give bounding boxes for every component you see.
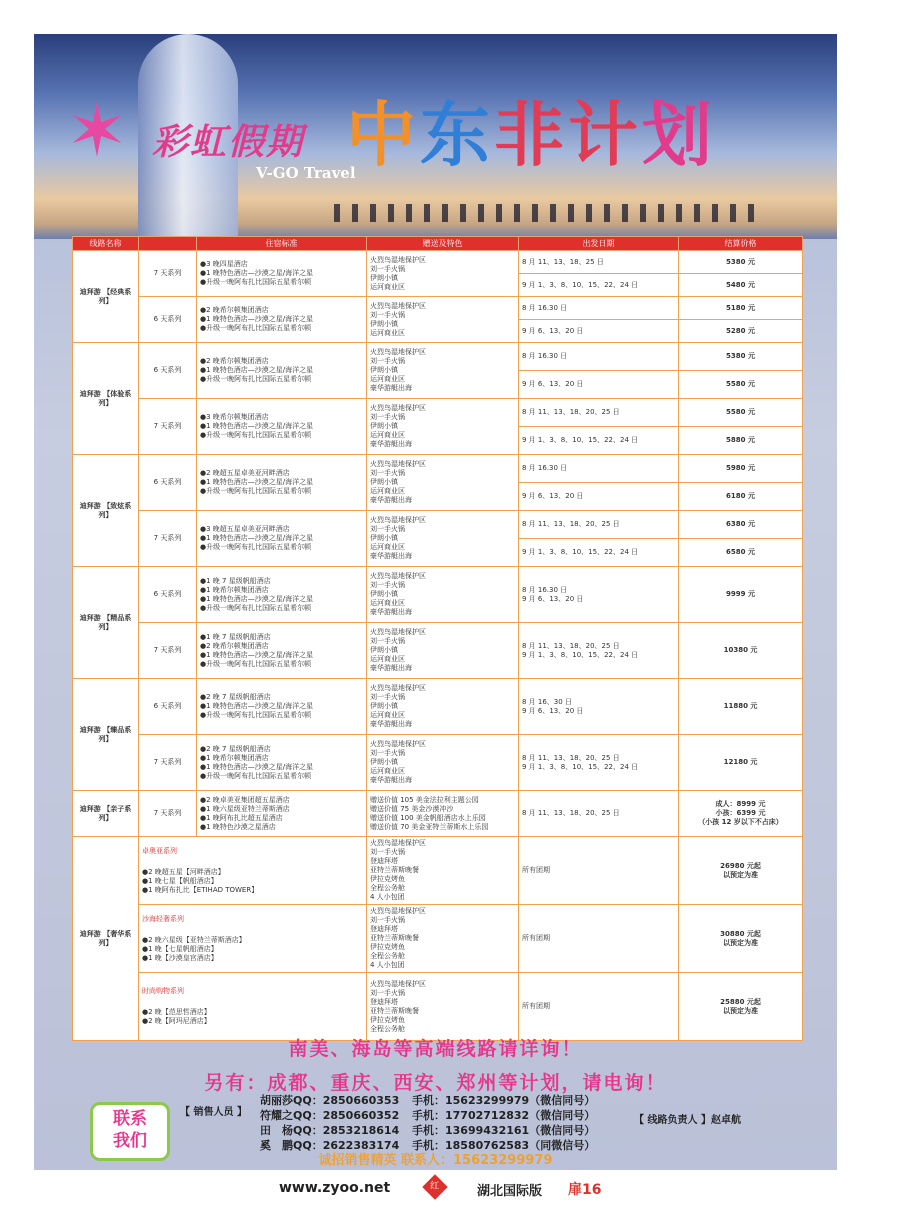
footer-url[interactable]: www.zyoo.net [279, 1180, 391, 1196]
table-row [73, 837, 803, 905]
departure-date: 8 月 16.30 日 [519, 297, 679, 320]
settlement-price: 12180 元 [679, 735, 803, 791]
contact-qq: 胡丽莎QQ：2850660353 [260, 1094, 400, 1107]
luxury-hotel-cell [139, 837, 367, 905]
hotel-standard: ●2 晚希尔顿集团酒店 ●1 晚特色酒店—沙漠之星/海洋之星 ●升级一晚阿布扎比国际五星希尔顿 [197, 343, 367, 399]
departure-date: 9 月 1、3、8、10、15、22、24 日 [519, 274, 679, 297]
title-char: 计 [568, 93, 642, 176]
settlement-price: 5480 元 [679, 274, 803, 297]
series-label: 7 天系列 [139, 399, 197, 455]
title-char: 中 [346, 93, 420, 176]
luxury-series-title: 卓奥亚系列 [142, 846, 177, 855]
departure-date: 8 月 16.30 日 [519, 455, 679, 483]
departure-date: 9 月 1、3、8、10、15、22、24 日 [519, 539, 679, 567]
luxury-series-title: 沙海轻奢系列 [142, 914, 184, 923]
hotel-standard: ●2 晚 7 星级帆船酒店 ●1 晚希尔顿集团酒店 ●1 晚特色酒店—沙漠之星/海洋之星 ●升级一晚阿布扎比国际五星希尔顿 [197, 735, 367, 791]
table-row [73, 735, 803, 791]
table-row [73, 297, 803, 320]
brand-name-cn: 彩虹假期 [152, 121, 305, 163]
contact-phone: 手机：17702712832（微信同号） [412, 1109, 596, 1122]
gift-features: 火烈鸟湿地保护区 刘一手火锅 伊朗小镇 运河商业区 豪华游艇出海 [367, 511, 519, 567]
hotel-standard: ●2 晚 7 星级帆船酒店 ●1 晚特色酒店—沙漠之星/海洋之星 ●升级一晚阿布扎比国际五星希尔顿 [197, 679, 367, 735]
table-row [73, 791, 803, 837]
departure-date: 9 月 6、13、20 日 [519, 320, 679, 343]
luxury-series-title: 时尚购物系列 [142, 987, 184, 995]
settlement-price: 5580 元 [679, 399, 803, 427]
page-number: 扉16 [568, 1182, 602, 1198]
gift-features: 火烈鸟湿地保护区 刘一手火锅 登迪拜塔 亚特兰蒂斯晚餐 伊拉克烤鱼 全程公务舱 [367, 973, 519, 1041]
departure-date: 所有团期 [519, 973, 679, 1041]
contact-row [260, 1107, 595, 1122]
departure-date: 所有团期 [519, 837, 679, 905]
rainbow-star-icon: ✶ [66, 88, 129, 174]
table-row [73, 511, 803, 539]
table-header-cell: 线路名称 [73, 237, 139, 251]
luxury-hotel-cell [139, 973, 367, 1041]
gift-features: 赠送价值 105 美金法拉利主题公园 赠送价值 75 美金沙漠冲沙 赠送价值 100 美金帆船酒店水上乐园 赠送价值 70 美金亚特兰蒂斯水上乐园 [367, 791, 519, 837]
departure-date: 8 月 11、13、18、20、25 日 9 月 1、3、8、10、15、22、24 日 [519, 623, 679, 679]
departure-date: 9 月 6、13、20 日 [519, 371, 679, 399]
settlement-price: 25880 元起 以预定为准 [679, 973, 803, 1041]
sales-label: 【 销售人员 】 [180, 1107, 247, 1118]
hotel-standard: ●2 晚希尔顿集团酒店 ●1 晚特色酒店—沙漠之星/海洋之星 ●升级一晚阿布扎比国际五星希尔顿 [197, 297, 367, 343]
gift-features: 火烈鸟湿地保护区 刘一手火锅 伊朗小镇 运河商业区 豪华游艇出海 [367, 679, 519, 735]
contact-row [260, 1122, 595, 1137]
table-header-cell: 结算价格 [679, 237, 803, 251]
poster [34, 34, 837, 1170]
contact-phone: 手机：13699432161（微信同号） [412, 1124, 596, 1137]
series-label: 6 天系列 [139, 297, 197, 343]
series-label: 7 天系列 [139, 791, 197, 837]
table-header-cell: 住宿标准 [197, 237, 367, 251]
series-label: 7 天系列 [139, 735, 197, 791]
settlement-price: 5380 元 [679, 251, 803, 274]
title-char: 非 [494, 93, 568, 176]
route-name: 迪拜游 【亲子系列】 [73, 791, 139, 837]
settlement-price: 5180 元 [679, 297, 803, 320]
hotel-standard: ●2 晚超五星卓美亚河畔酒店 ●1 晚特色酒店—沙漠之星/海洋之星 ●升级一晚阿布扎比国际五星希尔顿 [197, 455, 367, 511]
settlement-price: 6180 元 [679, 483, 803, 511]
table-row [73, 973, 803, 1041]
settlement-price: 9999 元 [679, 567, 803, 623]
route-name: 迪拜游 【奢华系列】 [73, 837, 139, 1041]
departure-date: 8 月 16.30 日 [519, 343, 679, 371]
departure-date: 8 月 11、13、18、20、25 日 9 月 1、3、8、10、15、22、24 日 [519, 735, 679, 791]
series-label: 6 天系列 [139, 455, 197, 511]
hotel-standard: ●1 晚 7 星级帆船酒店 ●2 晚希尔顿集团酒店 ●1 晚特色酒店—沙漠之星/海洋之星 ●升级一晚阿布扎比国际五星希尔顿 [197, 623, 367, 679]
red-diamond-icon [422, 1174, 447, 1199]
gift-features: 火烈鸟湿地保护区 刘一手火锅 伊朗小镇 运河商业区 豪华游艇出海 [367, 399, 519, 455]
route-name: 迪拜游 【精品系列】 [73, 567, 139, 679]
series-label: 7 天系列 [139, 251, 197, 297]
gift-features: 火烈鸟湿地保护区 刘一手火锅 伊朗小镇 运河商业区 豪华游艇出海 [367, 455, 519, 511]
settlement-price: 成人：8999 元 小孩：6399 元 （小孩 12 岁以下不占床） [679, 791, 803, 837]
contact-phone: 手机：15623299979（微信同号） [412, 1094, 596, 1107]
hotel-standard: ●3 晚四星酒店 ●1 晚特色酒店—沙漠之星/海洋之星 ●升级一晚阿布扎比国际五星希尔顿 [197, 251, 367, 297]
sales-contacts [260, 1092, 595, 1152]
promo-high-end: 南美、海岛等高端线路请详询！ [288, 1038, 583, 1060]
promo-other-cities: 另有：成都、重庆、西安、郑州等计划，请电询！ [204, 1072, 667, 1094]
departure-date: 8 月 11、13、18、20、25 日 [519, 791, 679, 837]
title-char: 划 [642, 93, 716, 176]
departure-date: 所有团期 [519, 905, 679, 973]
hero-banner [34, 34, 837, 239]
settlement-price: 5580 元 [679, 371, 803, 399]
settlement-price: 30880 元起 以预定为准 [679, 905, 803, 973]
table-header-cell: 出发日期 [519, 237, 679, 251]
title-char: 东 [420, 93, 494, 176]
settlement-price: 11880 元 [679, 679, 803, 735]
luxury-hotel-cell [139, 905, 367, 973]
footer-badge: 红 [430, 1181, 440, 1192]
gift-features: 火烈鸟湿地保护区 刘一手火锅 登迪拜塔 亚特兰蒂斯晚餐 伊拉克烤鱼 全程公务舱 4 人小包团 [367, 837, 519, 905]
badge-line: 联系 [113, 1109, 147, 1129]
settlement-price: 5380 元 [679, 343, 803, 371]
footer-edition: 湖北国际版 [477, 1184, 543, 1199]
settlement-price: 10380 元 [679, 623, 803, 679]
settlement-price: 6580 元 [679, 539, 803, 567]
series-label: 7 天系列 [139, 623, 197, 679]
tour-price-table [72, 236, 803, 1041]
departure-date: 8 月 16、30 日 9 月 6、13、20 日 [519, 679, 679, 735]
series-label: 7 天系列 [139, 511, 197, 567]
table-header-row [73, 237, 803, 251]
recruit-text: 诚招销售精英 联系人：15623299979 [318, 1153, 553, 1168]
contact-row [260, 1092, 595, 1107]
table-row [73, 399, 803, 427]
contact-qq: 田 杨QQ：2853218614 [260, 1124, 400, 1137]
hotel-standard: ●1 晚 7 星级帆船酒店 ●1 晚希尔顿集团酒店 ●1 晚特色酒店—沙漠之星/海洋之星 ●升级一晚阿布扎比国际五星希尔顿 [197, 567, 367, 623]
departure-date: 8 月 11、13、18、25 日 [519, 251, 679, 274]
gift-features: 火烈鸟湿地保护区 刘一手火锅 伊朗小镇 运河商业区 豪华游艇出海 [367, 623, 519, 679]
series-label: 6 天系列 [139, 343, 197, 399]
settlement-price: 5880 元 [679, 427, 803, 455]
table-row [73, 455, 803, 483]
skyline-image [334, 204, 754, 222]
gift-features: 火烈鸟湿地保护区 刘一手火锅 登迪拜塔 亚特兰蒂斯晚餐 伊拉克烤鱼 全程公务舱 4 人小包团 [367, 905, 519, 973]
footer [0, 1178, 900, 1202]
departure-date: 8 月 16.30 日 9 月 6、13、20 日 [519, 567, 679, 623]
hotel-standard: ●3 晚希尔顿集团酒店 ●1 晚特色酒店—沙漠之星/海洋之星 ●升级一晚阿布扎比国际五星希尔顿 [197, 399, 367, 455]
table-row [73, 905, 803, 973]
table-row [73, 343, 803, 371]
contact-phone: 手机：18580762583（同微信号） [412, 1139, 596, 1152]
settlement-price: 6380 元 [679, 511, 803, 539]
contact-qq: 符耀之QQ：2850660352 [260, 1109, 400, 1122]
hotel-standard: ●3 晚超五星卓美亚河畔酒店 ●1 晚特色酒店—沙漠之星/海洋之星 ●升级一晚阿布扎比国际五星希尔顿 [197, 511, 367, 567]
table-row [73, 567, 803, 623]
series-label: 6 天系列 [139, 567, 197, 623]
departure-date: 9 月 1、3、8、10、15、22、24 日 [519, 427, 679, 455]
hotel-standard: ●2 晚卓美亚集团超五星酒店 ●1 晚六星级亚特兰蒂斯酒店 ●1 晚阿布扎比超五星酒店 ●1 晚特色沙漠之星酒店 [197, 791, 367, 837]
gift-features: 火烈鸟湿地保护区 刘一手火锅 伊朗小镇 运河商业区 [367, 251, 519, 297]
route-name: 迪拜游 【体验系列】 [73, 343, 139, 455]
route-name: 迪拜游 【经典系列】 [73, 251, 139, 343]
brand-name-en: V-GO Travel [256, 164, 356, 182]
table-header-cell [139, 237, 197, 251]
contact-qq: 奚 鹏QQ：2622383174 [260, 1139, 400, 1152]
table-header-cell: 赠送及特色 [367, 237, 519, 251]
settlement-price: 5980 元 [679, 455, 803, 483]
badge-line: 我们 [113, 1131, 147, 1151]
luxury-hotel-list: ●2 晚六星级【亚特兰蒂斯酒店】 ●1 晚【七星帆船酒店】 ●1 晚【沙漠皇宫酒店】 [142, 935, 246, 962]
table-row [73, 679, 803, 735]
departure-date: 8 月 11、13、18、20、25 日 [519, 399, 679, 427]
page-title [346, 93, 716, 176]
gift-features: 火烈鸟湿地保护区 刘一手火锅 伊朗小镇 运河商业区 豪华游艇出海 [367, 735, 519, 791]
table-row [73, 623, 803, 679]
series-label: 6 天系列 [139, 679, 197, 735]
route-name: 迪拜游 【臻品系列】 [73, 679, 139, 791]
route-name: 迪拜游 【致炫系列】 [73, 455, 139, 567]
gift-features: 火烈鸟湿地保护区 刘一手火锅 伊朗小镇 运河商业区 [367, 297, 519, 343]
luxury-hotel-list: ●2 晚超五星【河畔酒店】 ●1 晚七星【帆船酒店】 ●1 晚阿布扎比【ETIHAD TOWER】 [142, 867, 259, 894]
luxury-hotel-list: ●2 晚【范思哲酒店】 ●2 晚【阿玛尼酒店】 [142, 1008, 211, 1025]
gift-features: 火烈鸟湿地保护区 刘一手火锅 伊朗小镇 运河商业区 豪华游艇出海 [367, 567, 519, 623]
table-row [73, 251, 803, 274]
gift-features: 火烈鸟湿地保护区 刘一手火锅 伊朗小镇 运河商业区 豪华游艇出海 [367, 343, 519, 399]
settlement-price: 5280 元 [679, 320, 803, 343]
departure-date: 9 月 6、13、20 日 [519, 483, 679, 511]
settlement-price: 26980 元起 以预定为准 [679, 837, 803, 905]
route-lead: 【 线路负责人 】赵卓航 [634, 1115, 741, 1126]
departure-date: 8 月 11、13、18、20、25 日 [519, 511, 679, 539]
